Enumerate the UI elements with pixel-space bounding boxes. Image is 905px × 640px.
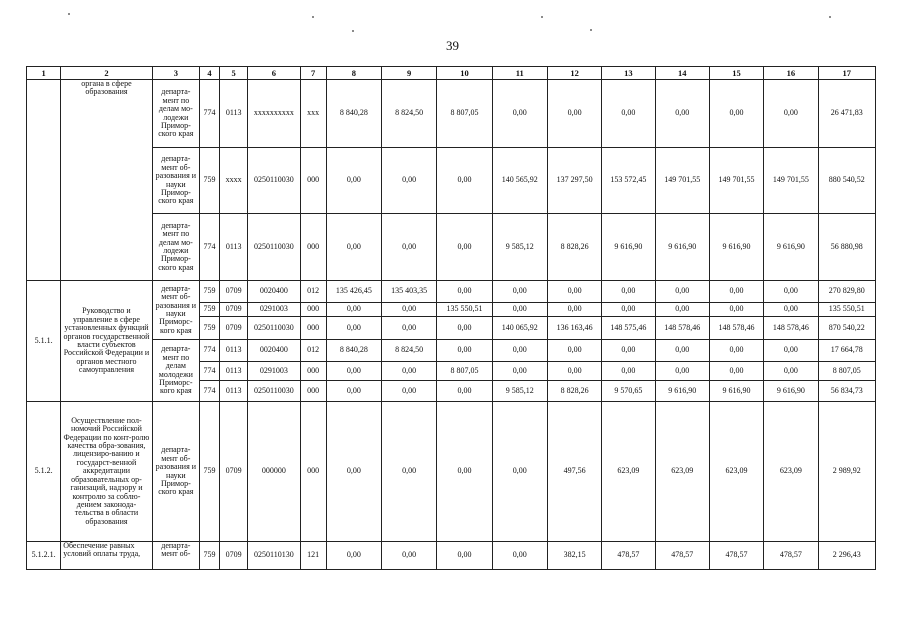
cell-c6: 0020400 — [248, 340, 300, 362]
total-cell: 26 471,83 — [818, 80, 876, 148]
col-header: 6 — [248, 67, 300, 80]
value-cell: 0,00 — [437, 340, 492, 362]
value-cell: 9 616,90 — [709, 214, 763, 281]
cell-c7: 012 — [300, 281, 326, 303]
budget-table — [26, 66, 876, 570]
cell-c6: 0250110030 — [248, 148, 300, 214]
col-header: 14 — [655, 67, 709, 80]
col-header: 16 — [764, 67, 818, 80]
cell-c5: 0709 — [220, 281, 248, 303]
total-cell: 2 989,92 — [818, 402, 876, 542]
cell-c4: 759 — [199, 317, 219, 340]
department-cell: департа-мент об-разования и науки Примор-ского края — [152, 402, 199, 542]
value-cell: 9 616,90 — [709, 381, 763, 402]
value-cell: 9 585,12 — [492, 214, 547, 281]
section-code: 5.1.2. — [27, 402, 61, 542]
value-cell: 0,00 — [437, 402, 492, 542]
cell-c4: 759 — [199, 402, 219, 542]
cell-c4: 759 — [199, 303, 219, 317]
value-cell: 0,00 — [382, 362, 437, 381]
table-row — [27, 214, 876, 281]
col-header: 15 — [709, 67, 763, 80]
col-header: 17 — [818, 67, 876, 80]
value-cell: 0,00 — [709, 80, 763, 148]
value-cell: 0,00 — [492, 362, 547, 381]
value-cell: 497,56 — [547, 402, 601, 542]
value-cell: 9 616,90 — [655, 214, 709, 281]
value-cell: 135 426,45 — [326, 281, 381, 303]
section-code: 5.1.1. — [27, 281, 61, 402]
value-cell: 0,00 — [547, 303, 601, 317]
value-cell: 8 824,50 — [382, 340, 437, 362]
col-header: 3 — [152, 67, 199, 80]
value-cell: 0,00 — [764, 340, 818, 362]
value-cell: 0,00 — [382, 402, 437, 542]
table-row — [27, 542, 876, 570]
cell-c7: 012 — [300, 340, 326, 362]
value-cell: 0,00 — [326, 317, 381, 340]
description-cell: Осуществление пол-номочий Российской Федерации по конт-ролю качества обра-зования, лицензиро-ванию и государст-венной аккредитации образовательных ор-ганизаций, надзору и контролю за соблю-дением законода-тельства в области образования — [61, 402, 153, 542]
value-cell: 0,00 — [326, 381, 381, 402]
cell-c6: xxxxxxxxxx — [248, 80, 300, 148]
value-cell: 0,00 — [764, 281, 818, 303]
value-cell: 0,00 — [655, 362, 709, 381]
description-cell: Обеспечение равных условий оплаты труда, — [61, 542, 153, 570]
col-header: 10 — [437, 67, 492, 80]
total-cell: 17 664,78 — [818, 340, 876, 362]
value-cell: 8 828,26 — [547, 381, 601, 402]
value-cell: 8 840,28 — [326, 340, 381, 362]
cell-c7: 000 — [300, 317, 326, 340]
total-cell: 8 807,05 — [818, 362, 876, 381]
value-cell: 0,00 — [437, 148, 492, 214]
value-cell: 0,00 — [492, 303, 547, 317]
value-cell: 623,09 — [655, 402, 709, 542]
cell-c5: 0709 — [220, 402, 248, 542]
value-cell: 478,57 — [602, 542, 655, 570]
col-header: 1 — [27, 67, 61, 80]
department-cell: департа-мент по делам молодежи Приморс-кого края — [152, 340, 199, 402]
value-cell: 623,09 — [602, 402, 655, 542]
value-cell: 8 840,28 — [326, 80, 381, 148]
value-cell: 0,00 — [764, 362, 818, 381]
value-cell: 0,00 — [764, 303, 818, 317]
value-cell: 0,00 — [382, 214, 437, 281]
col-header: 8 — [326, 67, 381, 80]
col-header: 12 — [547, 67, 601, 80]
value-cell: 478,57 — [709, 542, 763, 570]
value-cell: 0,00 — [437, 214, 492, 281]
value-cell: 153 572,45 — [602, 148, 655, 214]
col-header: 7 — [300, 67, 326, 80]
cell-c6: 0291003 — [248, 362, 300, 381]
value-cell: 478,57 — [764, 542, 818, 570]
cell-c7: 000 — [300, 402, 326, 542]
value-cell: 0,00 — [326, 402, 381, 542]
value-cell: 0,00 — [326, 542, 381, 570]
value-cell: 148 578,46 — [709, 317, 763, 340]
cell-c5: 0709 — [220, 303, 248, 317]
department-cell: департа-мент по делам мо-лодежи Примор-ского края — [152, 214, 199, 281]
col-header: 4 — [199, 67, 219, 80]
cell-c7: 000 — [300, 381, 326, 402]
value-cell: 478,57 — [655, 542, 709, 570]
cell-c6: 0250110030 — [248, 214, 300, 281]
cell-c7: 000 — [300, 362, 326, 381]
value-cell: 9 616,90 — [764, 214, 818, 281]
value-cell: 0,00 — [602, 281, 655, 303]
col-header: 11 — [492, 67, 547, 80]
cell-c7: 000 — [300, 214, 326, 281]
value-cell: 135 403,35 — [382, 281, 437, 303]
code-cell-empty — [27, 80, 61, 281]
total-cell: 870 540,22 — [818, 317, 876, 340]
value-cell: 0,00 — [655, 303, 709, 317]
value-cell: 0,00 — [492, 80, 547, 148]
value-cell: 140 565,92 — [492, 148, 547, 214]
value-cell: 0,00 — [709, 340, 763, 362]
value-cell: 135 550,51 — [437, 303, 492, 317]
col-header: 5 — [220, 67, 248, 80]
cell-c7: xxx — [300, 80, 326, 148]
value-cell: 149 701,55 — [709, 148, 763, 214]
table-row — [27, 281, 876, 303]
cell-c4: 774 — [199, 214, 219, 281]
value-cell: 0,00 — [437, 381, 492, 402]
cell-c4: 759 — [199, 148, 219, 214]
table-row — [27, 80, 876, 148]
description-cell: Руководство и управление в сфере установленных функций органов государственной власти субъектов Российской Федерации и органов местного самоуправления — [61, 281, 153, 402]
value-cell: 0,00 — [326, 362, 381, 381]
value-cell: 0,00 — [547, 80, 601, 148]
value-cell: 9 616,90 — [655, 381, 709, 402]
department-cell: департа-мент по делам мо-лодежи Примор-ского края — [152, 80, 199, 148]
col-header: 13 — [602, 67, 655, 80]
page-number: 39 — [446, 38, 459, 53]
cell-c4: 759 — [199, 281, 219, 303]
value-cell: 9 585,12 — [492, 381, 547, 402]
value-cell: 0,00 — [655, 281, 709, 303]
cell-c5: xxxx — [220, 148, 248, 214]
table-row — [27, 402, 876, 542]
value-cell: 623,09 — [709, 402, 763, 542]
cell-c4: 774 — [199, 340, 219, 362]
value-cell: 0,00 — [492, 281, 547, 303]
cell-c7: 121 — [300, 542, 326, 570]
department-cell: департа-мент об-разования и науки Примор-ского края — [152, 148, 199, 214]
total-cell: 270 829,80 — [818, 281, 876, 303]
section-code: 5.1.2.1. — [27, 542, 61, 570]
value-cell: 0,00 — [764, 80, 818, 148]
value-cell: 0,00 — [437, 542, 492, 570]
col-header: 9 — [382, 67, 437, 80]
cell-c7: 000 — [300, 148, 326, 214]
value-cell: 8 828,26 — [547, 214, 601, 281]
value-cell: 0,00 — [492, 340, 547, 362]
value-cell: 8 807,05 — [437, 80, 492, 148]
value-cell: 9 616,90 — [764, 381, 818, 402]
value-cell: 0,00 — [709, 303, 763, 317]
value-cell: 0,00 — [382, 303, 437, 317]
value-cell: 0,00 — [655, 80, 709, 148]
cell-c6: 000000 — [248, 402, 300, 542]
value-cell: 140 065,92 — [492, 317, 547, 340]
total-cell: 56 834,73 — [818, 381, 876, 402]
value-cell: 0,00 — [492, 402, 547, 542]
value-cell: 8 807,05 — [437, 362, 492, 381]
total-cell: 2 296,43 — [818, 542, 876, 570]
value-cell: 9 616,90 — [602, 214, 655, 281]
value-cell: 0,00 — [382, 148, 437, 214]
value-cell: 149 701,55 — [764, 148, 818, 214]
value-cell: 0,00 — [547, 340, 601, 362]
total-cell: 880 540,52 — [818, 148, 876, 214]
value-cell: 148 575,46 — [602, 317, 655, 340]
value-cell: 8 824,50 — [382, 80, 437, 148]
total-cell: 135 550,51 — [818, 303, 876, 317]
cell-c5: 0113 — [220, 381, 248, 402]
department-cell: департа-мент об- — [152, 542, 199, 570]
total-cell: 56 880,98 — [818, 214, 876, 281]
value-cell: 0,00 — [492, 542, 547, 570]
table-row — [27, 148, 876, 214]
value-cell: 623,09 — [764, 402, 818, 542]
value-cell: 148 578,46 — [655, 317, 709, 340]
cell-c5: 0113 — [220, 214, 248, 281]
value-cell: 0,00 — [326, 148, 381, 214]
cell-c6: 0020400 — [248, 281, 300, 303]
cell-c5: 0113 — [220, 340, 248, 362]
description-cell: органа в сфере образования — [61, 80, 153, 281]
value-cell: 149 701,55 — [655, 148, 709, 214]
cell-c6: 0291003 — [248, 303, 300, 317]
value-cell: 0,00 — [437, 317, 492, 340]
value-cell: 0,00 — [326, 303, 381, 317]
value-cell: 382,15 — [547, 542, 601, 570]
value-cell: 0,00 — [709, 362, 763, 381]
department-cell: департа-мент об-разования и науки Приморс-кого края — [152, 281, 199, 340]
value-cell: 0,00 — [326, 214, 381, 281]
value-cell: 0,00 — [382, 381, 437, 402]
cell-c4: 774 — [199, 80, 219, 148]
cell-c5: 0113 — [220, 80, 248, 148]
cell-c4: 774 — [199, 362, 219, 381]
value-cell: 0,00 — [547, 362, 601, 381]
value-cell: 0,00 — [602, 80, 655, 148]
cell-c4: 759 — [199, 542, 219, 570]
value-cell: 0,00 — [382, 317, 437, 340]
column-number-row — [27, 67, 876, 80]
cell-c6: 0250110030 — [248, 317, 300, 340]
cell-c5: 0709 — [220, 317, 248, 340]
cell-c6: 0250110130 — [248, 542, 300, 570]
value-cell: 0,00 — [602, 303, 655, 317]
cell-c5: 0709 — [220, 542, 248, 570]
cell-c5: 0113 — [220, 362, 248, 381]
value-cell: 0,00 — [437, 281, 492, 303]
value-cell: 0,00 — [602, 340, 655, 362]
table-row — [27, 340, 876, 362]
value-cell: 0,00 — [655, 340, 709, 362]
value-cell: 9 570,65 — [602, 381, 655, 402]
cell-c6: 0250110030 — [248, 381, 300, 402]
value-cell: 0,00 — [382, 542, 437, 570]
value-cell: 148 578,46 — [764, 317, 818, 340]
value-cell: 0,00 — [602, 362, 655, 381]
cell-c4: 774 — [199, 381, 219, 402]
value-cell: 0,00 — [547, 281, 601, 303]
value-cell: 0,00 — [709, 281, 763, 303]
cell-c7: 000 — [300, 303, 326, 317]
col-header: 2 — [61, 67, 153, 80]
value-cell: 137 297,50 — [547, 148, 601, 214]
value-cell: 136 163,46 — [547, 317, 601, 340]
